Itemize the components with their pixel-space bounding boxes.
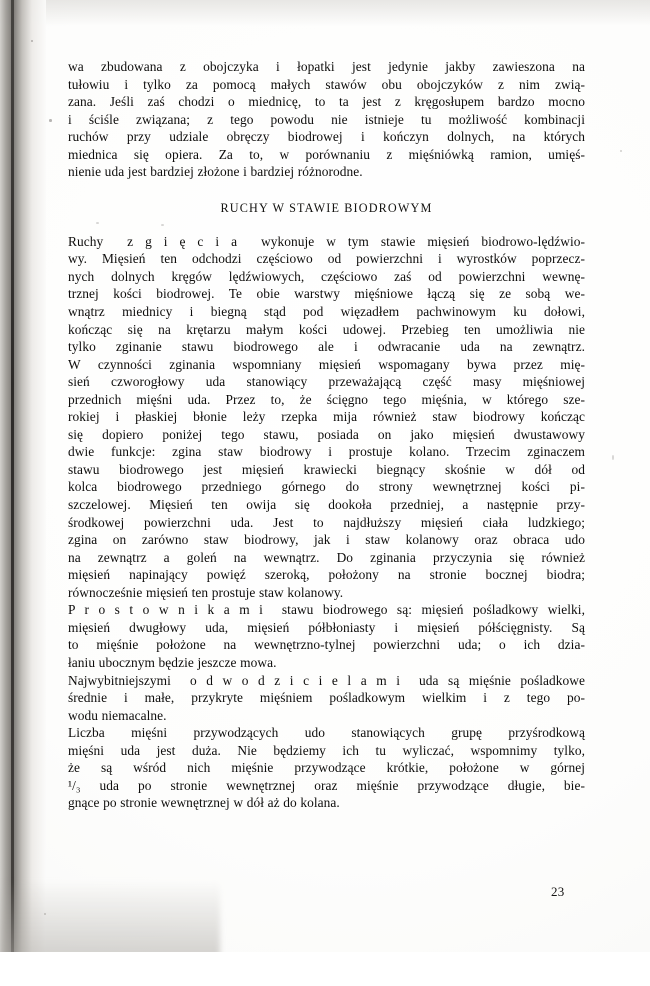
text-line: stawu biodrowego jest mięsień krawiecki biegnący skośnie w dół od bbox=[68, 461, 585, 477]
text-line: rokiej i płaskiej błonie leży rzepka mija również staw biodrowy kończąc bbox=[68, 409, 585, 425]
text-column bbox=[68, 58, 585, 812]
text-line: zana. Jeśli zaś chodzi o miednicę, to ta jest z kręgosłupem bardzo mocno bbox=[68, 94, 585, 110]
text-line: wa zbudowana z obojczyka i łopatki jest jedynie jakby zawieszona na bbox=[68, 59, 585, 74]
text-line: kończąc się na krętarzu małym kości udowej. Przebieg ten umożliwia nie bbox=[68, 321, 585, 337]
text-line: średnie i małe, przykryte mięśniem pośladkowym wielkim i z tego po- bbox=[68, 690, 585, 706]
text-line: nienie uda jest bardziej złożone i bardziej różnorodne. bbox=[68, 164, 363, 180]
text-line: że są wśród nich mięśnie przywodzące krótkie, położone w górnej bbox=[68, 760, 585, 776]
page-bottom-margin bbox=[0, 952, 650, 986]
text-line: przednich mięśni uda. Przez to, że ścięgno tego mięśnia, w którego sze- bbox=[68, 391, 585, 407]
text-line: nych dolnych kręgów lędźwiowych, częściowo zaś od powierzchni wewnę- bbox=[68, 268, 585, 284]
scan-speck bbox=[612, 455, 614, 460]
binding-gutter-shadow bbox=[0, 0, 46, 958]
scan-speck bbox=[620, 150, 622, 152]
text-line: szczelowej. Mięsień ten owija się dookoła przedniej, a następnie przy- bbox=[68, 497, 585, 513]
binding-gutter-line bbox=[11, 0, 14, 958]
text-line: środkowej powierzchni uda. Jest to najdłuższy mięsień ciała ludzkiego; bbox=[68, 514, 585, 530]
scan-speck bbox=[44, 913, 46, 915]
text-line: równocześnie mięsień ten prostuje staw kolanowy. bbox=[68, 584, 344, 600]
text-line: wy. Mięsień ten odchodzi częściowo od powierzchni i wyrostków poprzecz- bbox=[68, 251, 585, 267]
text-line: Najwybitniejszymi o d w o d z i c i e l a m i uda są mięśnie pośladkowe bbox=[68, 672, 585, 688]
scan-speck bbox=[31, 40, 33, 42]
text-line: Liczba mięśni przywodzących udo stanowiących grupę przyśrodkową bbox=[68, 725, 585, 741]
text-line: wnątrz miednicy i biegną stąd pod więzadłem pachwinowym ku dołowi, bbox=[68, 304, 585, 320]
text-line: tułowiu i tylko za pomocą małych stawów obu obojczyków z nim zwią- bbox=[68, 76, 585, 92]
paragraph-continuation bbox=[68, 58, 585, 181]
text-line: na zewnątrz a goleń na wewnątrz. Do zginania przyczynia się również bbox=[68, 549, 585, 565]
text-line: kolca biodrowego przedniego górnego do strony wewnętrznej kości pi- bbox=[68, 479, 585, 495]
text-line: Ruchy z g i ę c i a wykonuje w tym stawie mięsień biodrowo-lędźwio- bbox=[68, 233, 585, 249]
text-line: P r o s t o w n i k a m i stawu biodrowego są: mięsień pośladkowy wielki, bbox=[68, 602, 585, 618]
section-heading: RUCHY W STAWIE BIODROWYM bbox=[220, 200, 433, 215]
scan-speck bbox=[96, 222, 99, 224]
text-line: wodu niemacalne. bbox=[68, 707, 167, 723]
gutter-bottom-fade bbox=[0, 880, 220, 958]
text-line: miednica się opiera. Za to, w porównaniu z mięśniówką ramion, umięś- bbox=[68, 146, 585, 162]
text-line: tylko zginanie stawu biodrowego ale i odwracanie uda na zewnątrz. bbox=[68, 339, 585, 355]
paragraph-abductors bbox=[68, 672, 585, 725]
paragraph-extensors bbox=[68, 601, 585, 671]
scan-speck bbox=[161, 224, 164, 226]
text-line: trznej kości biodrowej. Te obie warstwy mięśniowe łączą się ze sobą we- bbox=[68, 286, 585, 302]
scan-speck bbox=[49, 119, 52, 122]
text-line: sień czworogłowy uda stanowiący przeważającą część masy mięśniowej bbox=[68, 374, 585, 390]
text-line: i ściśle związana; z tego powodu nie istnieje tu możliwość kombinacji bbox=[68, 111, 585, 127]
text-line: dwie funkcje: zgina staw biodrowy i prostuje kolano. Trzecim zginaczem bbox=[68, 444, 585, 460]
text-line: się dopiero poniżej tego stawu, posiada on jako mięsień dwustawowy bbox=[68, 426, 585, 442]
text-line: to mięśnie położone na wewnętrzno-tylnej powierzchni uda; o ich dzia- bbox=[68, 637, 585, 653]
text-line: ¹/₃ uda po stronie wewnętrznej oraz mięśnie przywodzące długie, bie- bbox=[68, 777, 585, 793]
text-line: mięsień dwugłowy uda, mięsień półbłoniasty i mięsień półścięgnisty. Są bbox=[68, 619, 585, 635]
text-line: gnące po stronie wewnętrznej w dół aż do kolana. bbox=[68, 795, 340, 811]
text-line: łaniu ubocznym będzie jeszcze mowa. bbox=[68, 654, 277, 670]
text-line: ruchów przy udziale obręczy biodrowej i kończyn dolnych, na których bbox=[68, 129, 585, 145]
text-line: mięśni uda jest duża. Nie będziemy ich tu wyliczać, wspomnimy tylko, bbox=[68, 742, 585, 758]
text-line: W czynności zginania wspomniany mięsień wspomagany bywa przez mię- bbox=[68, 356, 585, 372]
page-number: 23 bbox=[551, 884, 565, 899]
paragraph-flexion bbox=[68, 233, 585, 601]
text-line: zgina on zarówno staw biodrowy, jak i staw kolanowy oraz obraca udo bbox=[68, 532, 585, 548]
text-line: mięsień napinający powięź szeroką, położony na stronie bocznej biodra; bbox=[68, 567, 585, 583]
paragraph-adductors bbox=[68, 724, 585, 812]
